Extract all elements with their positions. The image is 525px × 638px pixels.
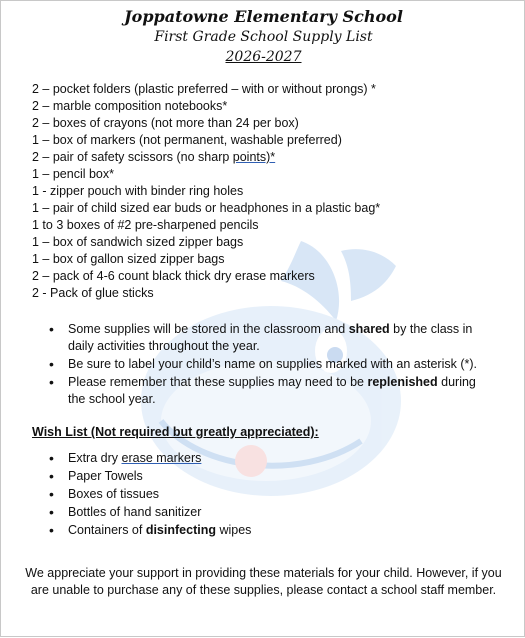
wish-item-text: Paper Towels (68, 469, 143, 483)
school-name: Joppatowne Elementary School (124, 7, 403, 26)
supply-item: 1 – pencil box* (32, 167, 115, 181)
wish-item-text: Boxes of tissues (68, 487, 160, 501)
supply-item (32, 149, 512, 166)
supply-item: 1 to 3 boxes of #2 pre-sharpened pencils (32, 218, 259, 232)
note-item (45, 356, 495, 373)
wish-item-underlined: erase markers (121, 451, 202, 465)
note-text: Please remember that these supplies may need to be (68, 375, 368, 389)
wish-item-text: Containers of (68, 523, 146, 537)
note-bold-text: replenished (367, 375, 438, 389)
supply-item: 1 - zipper pouch with binder ring holes (32, 184, 244, 198)
supply-list (32, 81, 512, 302)
wish-item (45, 504, 495, 521)
note-text: by the class in daily activities throughout the year. (68, 322, 473, 353)
note-text: Be sure to label your child’s name on supplies marked with an asterisk (*). (68, 357, 477, 371)
wish-item-text: Bottles of hand sanitizer (68, 505, 202, 519)
supply-item: 2 - Pack of glue sticks (32, 286, 154, 300)
supply-item: 2 – marble composition notebooks* (32, 99, 228, 113)
school-year: 2026-2027 (225, 49, 302, 65)
supply-item-underlined: points)* (232, 150, 276, 164)
supply-item: 2 – pocket folders (plastic preferred – with or without prongs) * (32, 82, 376, 96)
wish-item (45, 486, 495, 503)
supply-item: 1 – box of gallon sized zipper bags (32, 252, 225, 266)
header (1, 7, 525, 67)
supply-item: 1 – pair of child sized ear buds or headphones in a plastic bag* (32, 201, 381, 215)
wish-item-text: wipes (215, 523, 252, 537)
wish-item (45, 522, 495, 539)
wish-list (45, 450, 495, 540)
notes-list (45, 321, 495, 409)
note-text: during the school year. (68, 375, 476, 406)
supply-item: 2 – boxes of crayons (not more than 24 per box) (32, 116, 299, 130)
wish-item (45, 450, 495, 467)
note-item (45, 321, 495, 355)
supply-item: 1 – box of markers (not permanent, washable preferred) (32, 133, 342, 147)
note-bold-text: shared (348, 322, 390, 336)
note-text: Some supplies will be stored in the classroom and (68, 322, 349, 336)
note-item (45, 374, 495, 408)
wish-list-heading: Wish List (Not required but greatly appreciated): (32, 425, 319, 439)
wish-item-bold-text: disinfecting (145, 523, 216, 537)
wish-item-text: Extra dry (68, 451, 122, 465)
supply-item: 2 – pack of 4-6 count black thick dry erase markers (32, 269, 315, 283)
wish-item (45, 468, 495, 485)
footer-message: We appreciate your support in providing these materials for your child. However, if you are unable to purchase any of these supplies, please contact a school staff member. (25, 566, 502, 597)
list-title: First Grade School Supply List (154, 29, 373, 45)
supply-item: 1 – box of sandwich sized zipper bags (32, 235, 244, 249)
supply-item-text: 2 – pair of safety scissors (no sharp (32, 150, 233, 164)
